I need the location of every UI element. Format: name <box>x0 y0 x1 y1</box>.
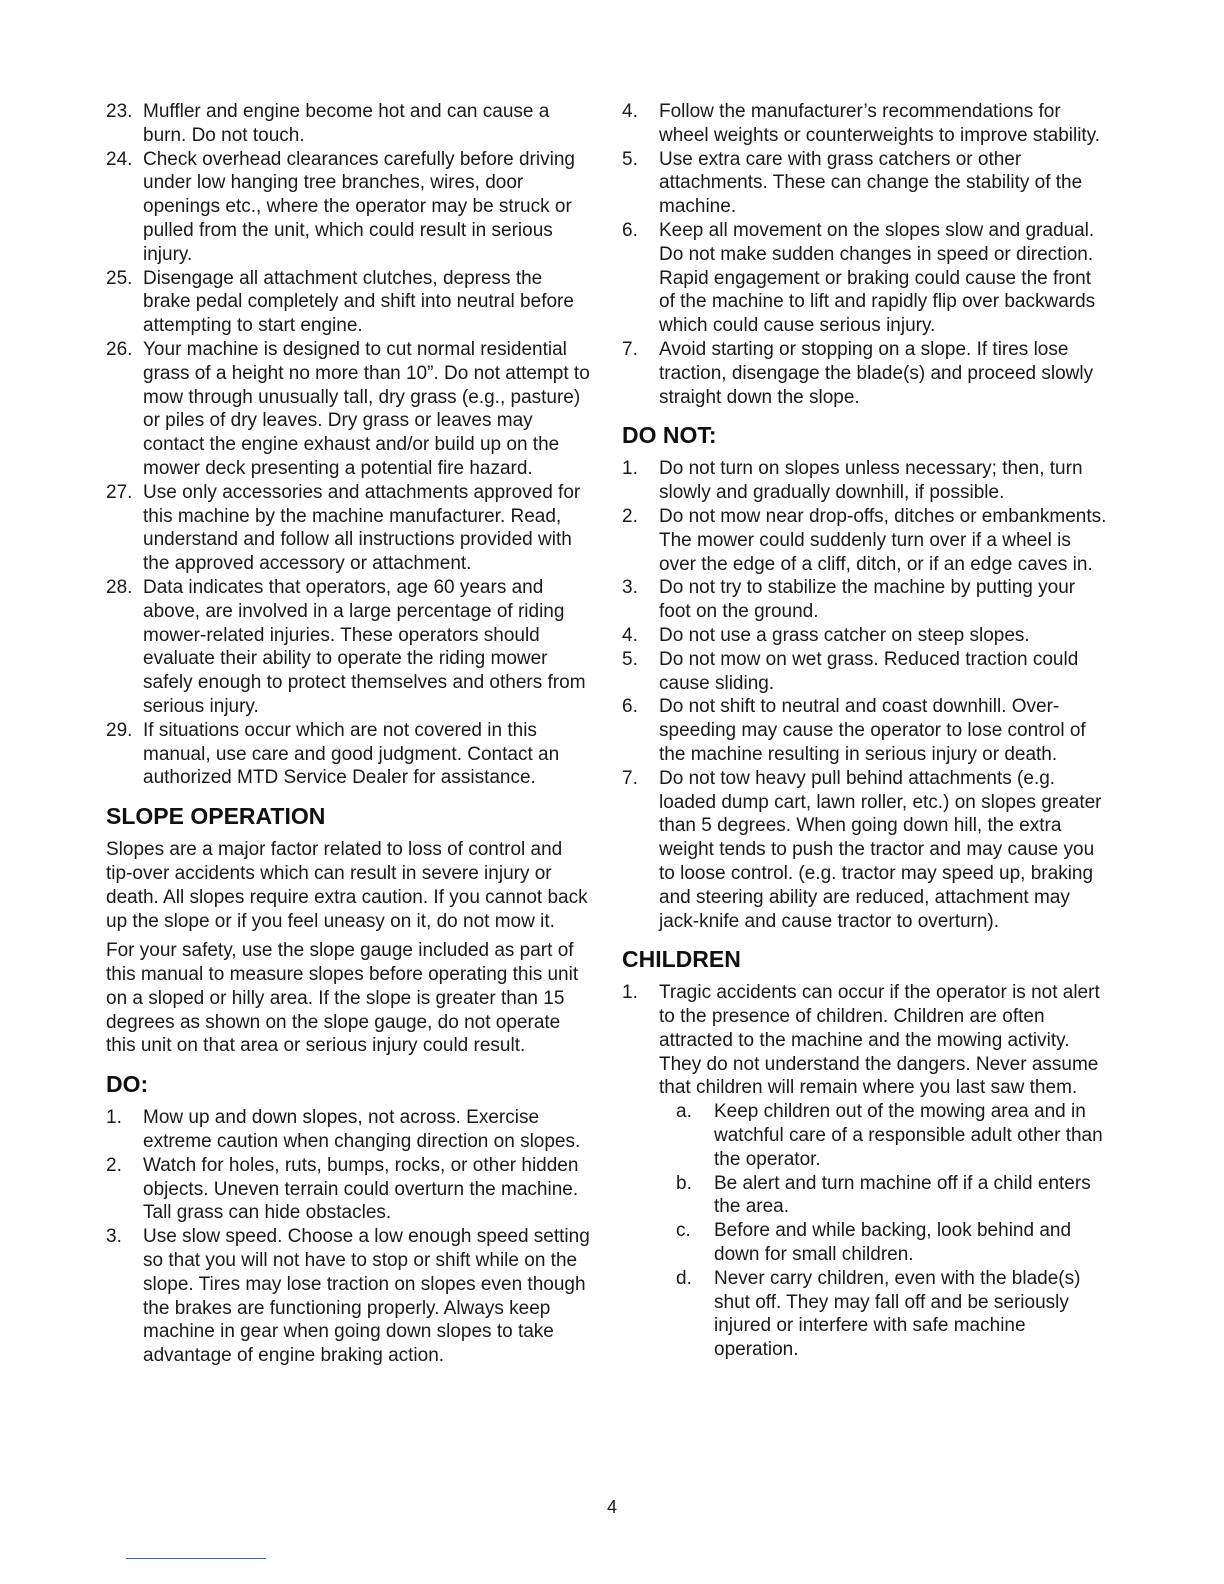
sub-item-letter: a. <box>676 1101 692 1123</box>
sub-item-text: Keep children out of the mowing area and in watchful care of a responsible adult other than the operator. <box>714 1101 1103 1170</box>
sub-item-text: Before and while backing, look behind and down for small children. <box>714 1220 1072 1266</box>
item-number: 5. <box>622 148 638 170</box>
list-item <box>622 505 1107 576</box>
item-number: 6. <box>622 219 638 241</box>
list-item <box>622 100 1107 148</box>
item-text: Use slow speed. Choose a low enough speed setting so that you will not have to stop or shift while on the slope. Tires may lose traction on slopes even though the brakes are functioning properly. Always keep machine in gear when going down slopes to take advantage of engine braking action. <box>143 1226 590 1367</box>
slope-paragraph: Slopes are a major factor related to loss of control and tip-over accidents which can result in severe injury or death. All slopes require extra caution. If you cannot back up the slope or if you feel uneasy on it, do not mow it. <box>106 839 588 932</box>
sub-list-item <box>676 1267 1107 1362</box>
sub-item-letter: c. <box>676 1220 691 1242</box>
item-text: Data indicates that operators, age 60 years and above, are involved in a large percentage of riding mower-related injuries. These operators should evaluate their ability to operate the riding mower safely enough to protect themselves and others from serious injury. <box>143 576 586 717</box>
item-number: 28. <box>106 576 133 598</box>
item-number: 3. <box>106 1226 122 1248</box>
do-list-continued <box>622 100 1107 409</box>
item-text: Check overhead clearances carefully before driving under low hanging tree branches, wires, door openings etc., where the operator may be struck or pulled from the unit, which could result in serious injury. <box>143 148 575 265</box>
item-number: 7. <box>622 767 638 789</box>
list-item <box>622 576 1107 624</box>
sub-item-letter: b. <box>676 1172 692 1194</box>
list-item <box>622 338 1107 409</box>
item-text: Tragic accidents can occur if the operator is not alert to the presence of children. Children are often attracted to the machine and the mowing activity. They do not understand the dangers. Never assume that children will remain where you last saw them. <box>659 982 1100 1099</box>
sub-list-item <box>676 1219 1107 1267</box>
item-text: Follow the manufacturer’s recommendations for wheel weights or counterweights to improve stability. <box>659 101 1101 146</box>
item-number: 1. <box>622 982 638 1004</box>
page-number: 4 <box>606 1497 617 1517</box>
item-text: Avoid starting or stopping on a slope. If tires lose traction, disengage the blade(s) and proceed slowly straight down the slope. <box>659 338 1094 408</box>
list-item <box>622 981 1107 1100</box>
item-number: 25. <box>106 267 133 289</box>
item-text: Do not mow near drop-offs, ditches or embankments. The mower could suddenly turn over if a wheel is over the edge of a cliff, ditch, or if an edge caves in. <box>659 505 1107 575</box>
list-item <box>622 624 1107 648</box>
list-item <box>106 1106 592 1154</box>
list-item <box>106 1154 592 1225</box>
list-item <box>106 576 592 719</box>
list-item <box>106 481 592 576</box>
item-text: Do not use a grass catcher on steep slopes. <box>659 624 1030 646</box>
list-item <box>106 267 592 338</box>
item-number: 7. <box>622 338 638 360</box>
list-item <box>106 100 592 148</box>
list-item <box>106 338 592 481</box>
do-list <box>106 1106 592 1368</box>
item-text: Use only accessories and attachments approved for this machine by the machine manufacturer. Read, understand and follow all instructions provided with the approved accessory or attachment. <box>143 481 581 575</box>
sub-list-item <box>676 1100 1107 1171</box>
item-number: 3. <box>622 577 638 599</box>
list-item <box>622 767 1107 934</box>
item-text: Do not mow on wet grass. Reduced traction could cause sliding. <box>659 648 1079 694</box>
slope-operation-heading: SLOPE OPERATION <box>106 803 326 830</box>
item-text: Disengage all attachment clutches, depress the brake pedal completely and shift into neutral before attempting to start engine. <box>143 267 574 337</box>
item-number: 1. <box>106 1107 122 1129</box>
list-item <box>622 457 1107 505</box>
slope-paragraph: For your safety, use the slope gauge included as part of this manual to measure slopes before operating this unit on a sloped or hilly area. If the slope is greater than 15 degrees as shown on the slope gauge, do not operate this unit on that area or serious injury could result. <box>106 940 579 1057</box>
item-number: 6. <box>622 696 638 718</box>
item-text: Mow up and down slopes, not across. Exercise extreme caution when changing direction on slopes. <box>143 1107 581 1153</box>
sub-item-letter: d. <box>676 1267 692 1289</box>
item-text: Do not tow heavy pull behind attachments (e.g. loaded dump cart, lawn roller, etc.) on slopes greater than 5 degrees. When going down hill, the extra weight tends to push the tractor and may cause you to loose control. (e.g. tractor may speed up, braking and steering ability are reduced, attachment may jack-knife and cause tractor to overturn). <box>659 767 1102 932</box>
item-text: Do not turn on slopes unless necessary; then, turn slowly and gradually downhill, if possible. <box>659 458 1083 504</box>
item-text: If situations occur which are not covered in this manual, use care and good judgment. Contact an authorized MTD Service Dealer for assistance. <box>143 719 560 789</box>
item-text: Keep all movement on the slopes slow and gradual. Do not make sudden changes in speed or direction. Rapid engagement or braking could cause the front of the machine to lift and rapidly flip over backwards which could cause serious injury. <box>659 219 1096 337</box>
item-number: 2. <box>106 1154 122 1176</box>
item-text: Use extra care with grass catchers or other attachments. These can change the stability of the machine. <box>659 148 1083 218</box>
list-item <box>622 695 1107 766</box>
list-item <box>106 1225 592 1368</box>
safety-rules-list <box>106 100 592 790</box>
list-item <box>106 148 592 267</box>
item-text: Do not shift to neutral and coast downhill. Over-speeding may cause the operator to lose control of the machine resulting in serious injury or death. <box>659 696 1086 765</box>
right-column <box>622 100 1107 1362</box>
list-item <box>622 219 1107 338</box>
item-number: 27. <box>106 481 133 503</box>
do-not-heading: DO NOT: <box>622 422 717 449</box>
item-text: Muffler and engine become hot and can cause a burn. Do not touch. <box>143 101 550 146</box>
sub-list-item <box>676 1172 1107 1220</box>
item-text: Watch for holes, ruts, bumps, rocks, or other hidden objects. Uneven terrain could overturn the machine. Tall grass can hide obstacles. <box>143 1154 579 1224</box>
do-not-list <box>622 457 1107 933</box>
item-number: 26. <box>106 338 133 360</box>
item-number: 4. <box>622 101 638 122</box>
footer-rule <box>126 1558 266 1559</box>
sub-item-text: Be alert and turn machine off if a child enters the area. <box>714 1172 1091 1218</box>
children-heading: CHILDREN <box>622 946 741 973</box>
item-number: 24. <box>106 148 133 170</box>
item-text: Do not try to stabilize the machine by putting your foot on the ground. <box>659 577 1076 623</box>
item-number: 2. <box>622 505 638 527</box>
do-heading: DO: <box>106 1071 149 1098</box>
item-number: 29. <box>106 719 133 741</box>
children-list <box>622 981 1107 1362</box>
sub-item-text: Never carry children, even with the blade(s) shut off. They may fall off and be seriously injured or interfere with safe machine operation. <box>714 1267 1081 1361</box>
item-number: 1. <box>622 458 638 480</box>
item-number: 23. <box>106 101 133 122</box>
left-column <box>106 100 592 1368</box>
list-item <box>622 148 1107 219</box>
item-text: Your machine is designed to cut normal residential grass of a height no more than 10”. Do not attempt to mow through unusually tall, dry grass (e.g., pasture) or piles of dry leaves. Dry grass or leaves may contact the engine exhaust and/or build up on the mower deck presenting a potential fire hazard. <box>143 338 590 479</box>
list-item <box>622 648 1107 696</box>
item-number: 4. <box>622 624 638 646</box>
item-number: 5. <box>622 648 638 670</box>
list-item <box>106 719 592 790</box>
